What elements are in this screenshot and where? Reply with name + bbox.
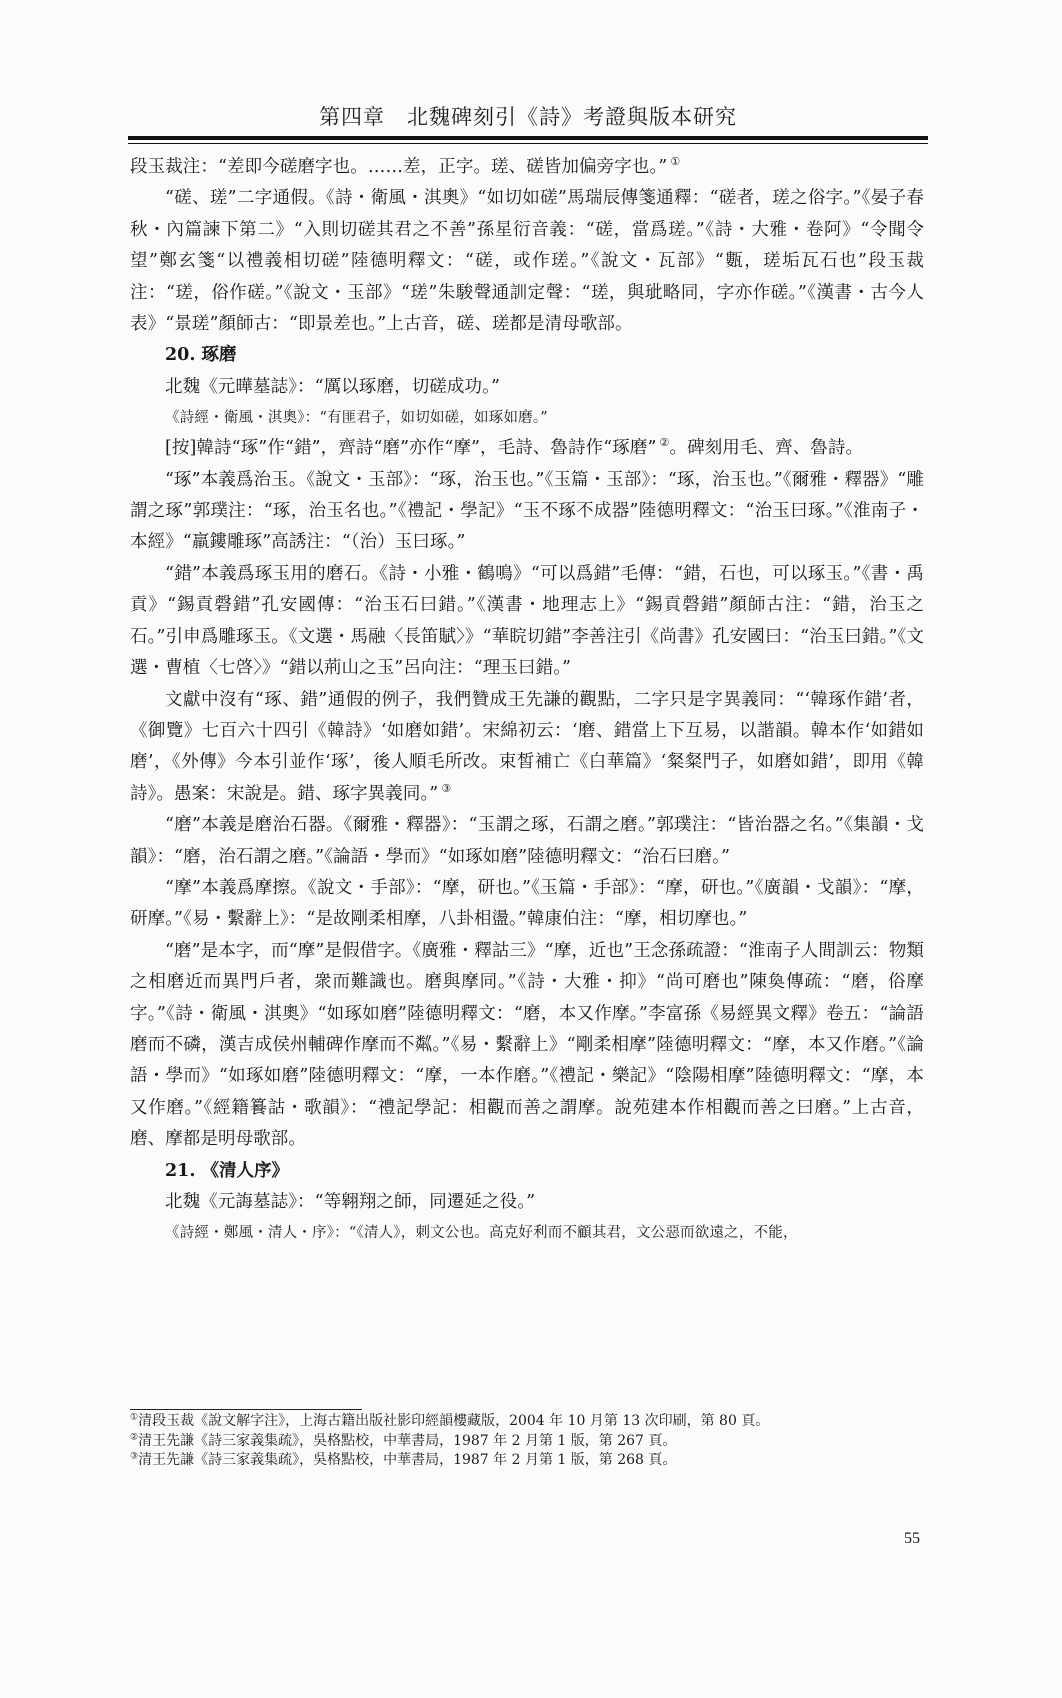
- paragraph: “摩”本義爲摩擦。《說文・手部》：“摩，研也。”《玉篇・手部》：“摩，研也。”《廣韻・戈韻》：“摩，研摩。”《易・繫辭上》：“是故剛柔相摩，八卦相盪。”韓康伯注：“摩，相切摩也。”: [130, 877, 924, 930]
- paragraph-duan-note: 段玉裁注：“差即今磋磨字也。……差，正字。瑳、磋皆加偏旁字也。” ①: [130, 155, 681, 177]
- paragraph: “琢”本義爲治玉。《說文・玉部》：“琢，治玉也。”《玉篇・玉部》：“琢，治玉也。”《爾雅・釋器》“雕謂之琢”郭璞注：“琢，治玉名也。”《禮記・學記》“玉不琢不成器”陸德明釋文：“治玉曰琢。”《淮南子・本經》“羸鏤雕琢”高誘注：“（治）玉曰琢。”: [130, 469, 924, 553]
- paragraph-note: [按]韓詩“琢”作“錯”，齊詩“磨”亦作“摩”，毛詩、魯詩作“琢磨” ②。碑刻用毛、齊、魯詩。: [165, 436, 864, 459]
- paragraph: “磨”本義是磨治石器。《爾雅・釋器》：“玉謂之琢，石謂之磨。”郭璞注：“皆治器之名。”《集韻・戈韻》：“磨，治石謂之磨。”《論語・學而》“如琢如磨”陸德明釋文：“治石曰磨。”: [130, 815, 924, 867]
- inscription-quote: 北魏《元曄墓誌》：“厲以琢磨，切磋成功。”: [165, 376, 500, 397]
- footnote-2: ②清王先謙《詩三家義集疏》，吳格點校，中華書局，1987 年 2 月第 1 版，第 267 頁。: [130, 1431, 677, 1449]
- main-text: [130, 152, 924, 1248]
- header-rule-thin: [128, 143, 928, 144]
- paragraph: “磨”是本字，而“摩”是假借字。《廣雅・釋詁三》“摩，近也”王念孫疏證：“淮南子人間訓云：物類之相磨近而異門戶者，衆而難識也。磨與摩同。”《詩・大雅・抑》“尚可磨也”陳奐傳疏：“磨，俗摩字。”《詩・衛風・淇奧》“如琢如磨”陸德明釋文：“磨，本又作摩。”李富孫《易經異文釋》卷五：“論語磨而不磷，漢吉成侯州輔碑作摩而不粼。”《易・繫辭上》“剛柔相摩”陸德明釋文：“摩，本又作磨。”《論語・學而》“如琢如磨”陸德明釋文：“摩，一本作磨。”《禮記・樂記》“陰陽相摩”陸德明釋文：“摩，本又作磨。”《經籍籑詁・歌韻》：“禮記學記：相觀而善之謂摩。說苑建本作相觀而善之曰磨。”上古音，磨、摩都是明母歌部。: [130, 940, 924, 1150]
- paragraph: 文獻中沒有“琢、錯”通假的例子，我們贊成王先謙的觀點，二字只是字異義同：“‘韓琢作錯’者，《御覽》七百六十四引《韓詩》‘如磨如錯’。宋綿初云：‘磨、錯當上下互易，以諧韻。韓本作‘如錯如磨’，《外傳》今本引並作‘琢’，後人順毛所改。束皙補亡《白華篇》‘粲粲門子，如磨如錯’，即用《韓詩》。愚案：宋說是。錯、琢字異義同。” ③: [130, 689, 924, 804]
- footnote-3: ③清王先謙《詩三家義集疏》，吳格點校，中華書局，1987 年 2 月第 1 版，第 268 頁。: [130, 1451, 677, 1468]
- shijing-quote: 《詩經・衛風・淇奧》：“有匪君子，如切如磋，如琢如磨。”: [165, 410, 548, 427]
- footnote-ref-3[interactable]: ③: [441, 781, 452, 795]
- shijing-quote: 《詩經・鄭風・清人・序》：“《清人》，刺文公也。高克好利而不顧其君，文公惡而欲遠之，不能，: [165, 1225, 798, 1242]
- footnote-ref-1[interactable]: ①: [670, 155, 681, 169]
- inscription-quote: 北魏《元誨墓誌》：“等翱翔之師，同遷延之役。”: [165, 1192, 536, 1212]
- header-rule-thick: [128, 136, 928, 140]
- paragraph: “磋、瑳”二字通假。《詩・衛風・淇奧》“如切如磋”馬瑞辰傳箋通釋：“磋者，瑳之俗字。”《晏子春秋・內篇諫下第二》“入則切磋其君之不善”孫星衍音義：“磋，當爲瑳。”《詩・大雅・卷阿》“令聞令望”鄭玄箋“以禮義相切磋”陸德明釋文：“磋，或作瑳。”《說文・瓦部》“甊，瑳垢瓦石也”段玉裁注：“瑳，俗作磋。”《說文・玉部》“瑳”朱駿聲通訓定聲：“瑳，與玼略同，字亦作磋。”《漢書・古今人表》“景瑳”顏師古：“即景差也。”上古音，磋、瑳都是清母歌部。: [130, 188, 924, 335]
- running-head: 第四章 北魏碑刻引《詩》考證與版本研究: [319, 105, 737, 129]
- section-heading-21: 21. 《清人序》: [165, 1160, 290, 1181]
- page-number: 55: [904, 1530, 920, 1547]
- footnote-rule: [130, 1409, 362, 1410]
- footnotes: [130, 1412, 924, 1471]
- footnote-ref-2[interactable]: ②: [659, 436, 670, 450]
- footnote-1: ①清段玉裁《說文解字注》，上海古籍出版社影印經韻樓藏版，2004 年 10 月第 13 次印刷，第 80 頁。: [130, 1412, 770, 1429]
- section-heading-20: 20. 琢磨: [165, 345, 237, 366]
- paragraph: “錯”本義爲琢玉用的磨石。《詩・小雅・鶴鳴》“可以爲錯”毛傳：“錯，石也，可以琢玉。”《書・禹貢》“錫貢磬錯”孔安國傳：“治玉石曰錯。”《漢書・地理志上》“錫貢磬錯”顏師古注：“錯，治玉之石。”引申爲雕琢玉。《文選・馬融〈長笛賦〉》“華睆切錯”李善注引《尚書》孔安國曰：“治玉曰錯。”《文選・曹植〈七啓〉》“錯以荊山之玉”呂向注：“理玉曰錯。”: [130, 563, 924, 679]
